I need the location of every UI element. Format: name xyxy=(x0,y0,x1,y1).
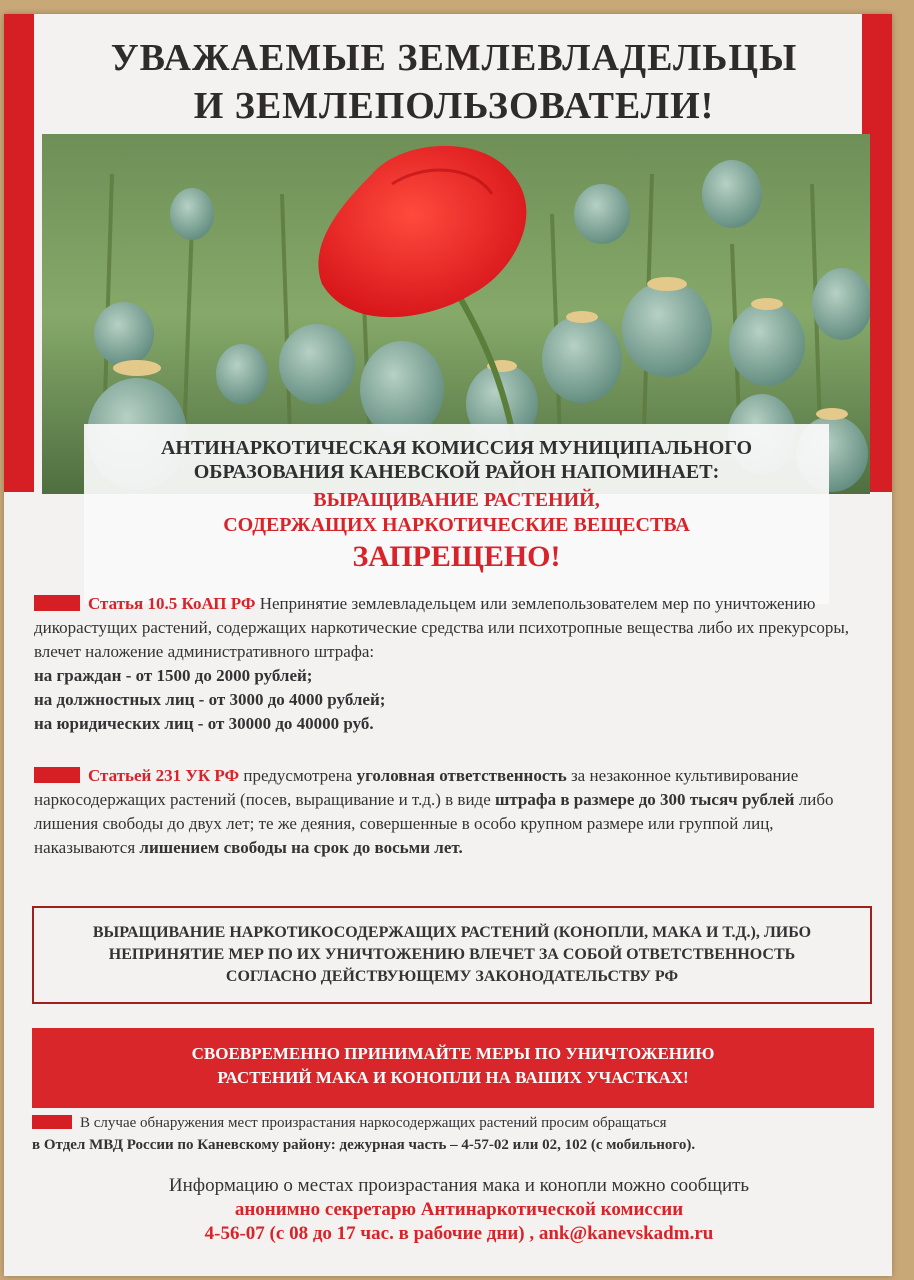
poster-title xyxy=(44,34,864,130)
liability-notice-box xyxy=(32,906,872,1004)
commission-line-1: АНТИНАРКОТИЧЕСКАЯ КОМИССИЯ МУНИЦИПАЛЬНОГО xyxy=(160,437,753,459)
article-231-text-2: за незаконное культивирование наркосодержащих растений (посев, выращивание и т.д.) в виде xyxy=(34,766,799,809)
article-231-text-1: предусмотрена xyxy=(239,766,357,785)
police-contact xyxy=(32,1112,882,1156)
anonymous-report-info xyxy=(44,1174,874,1246)
info-line-2: анонимно секретарю Антинаркотической комиссии xyxy=(234,1199,684,1220)
article-10-5-ref: Статья 10.5 КоАП РФ xyxy=(88,594,256,613)
red-marker xyxy=(32,1115,72,1129)
contact-line-1: В случае обнаружения мест произрастания наркосодержащих растений просим обращаться xyxy=(80,1115,667,1131)
commission-notice xyxy=(84,424,829,604)
article-10-5-paragraph xyxy=(34,592,874,736)
banner-line-2: РАСТЕНИЙ МАКА И КОНОПЛИ НА ВАШИХ УЧАСТКАХ! xyxy=(217,1068,689,1087)
box-line-1: ВЫРАЩИВАНИЕ НАРКОТИКОСОДЕРЖАЩИХ РАСТЕНИЙ (КОНОПЛИ, МАКА И Т.Д.), ЛИБО xyxy=(92,924,812,941)
left-red-stripe xyxy=(4,14,34,492)
article-231-text-3: либо лишения свободы до двух лет; те же деяния, совершенные в особо крупном размере или группой лиц, наказываются xyxy=(34,790,834,857)
commission-line-4: СОДЕРЖАЩИХ НАРКОТИЧЕСКИЕ ВЕЩЕСТВА xyxy=(223,514,690,536)
info-line-1: Информацию о местах произрастания мака и конопли можно сообщить xyxy=(168,1175,750,1196)
commission-line-3: ВЫРАЩИВАНИЕ РАСТЕНИЙ, xyxy=(313,489,600,511)
title-line-2: И ЗЕМЛЕПОЛЬЗОВАТЕЛИ! xyxy=(193,85,715,127)
imprisonment-term: лишением свободы на срок до восьми лет. xyxy=(139,838,463,857)
red-marker xyxy=(34,767,80,783)
box-line-2: НЕПРИНЯТИЕ МЕР ПО ИХ УНИЧТОЖЕНИЮ ВЛЕЧЕТ ЗА СОБОЙ ОТВЕТСТВЕННОСТЬ xyxy=(108,946,796,963)
red-marker xyxy=(34,595,80,611)
article-231-paragraph xyxy=(34,764,874,860)
fine-amount: штрафа в размере до 300 тысяч рублей xyxy=(494,790,795,809)
banner-line-1: СВОЕВРЕМЕННО ПРИНИМАЙТЕ МЕРЫ ПО УНИЧТОЖЕНИЮ xyxy=(191,1044,715,1063)
box-line-3: СОГЛАСНО ДЕЙСТВУЮЩЕМУ ЗАКОНОДАТЕЛЬСТВУ РФ xyxy=(225,968,679,985)
criminal-liability: уголовная ответственность xyxy=(356,766,567,785)
fine-citizens: на граждан - от 1500 до 2000 рублей; xyxy=(34,666,313,685)
article-231-ref: Статьей 231 УК РФ xyxy=(88,766,240,785)
action-banner xyxy=(32,1028,874,1108)
article-10-5-text: Непринятие землевладельцем или землепользователем мер по уничтожению дикорастущих растений, содержащих наркотические средства или психотропные вещества либо их прекурсоры, влечет наложение административного штрафа: xyxy=(34,594,850,661)
fine-legal-entities: на юридических лиц - от 30000 до 40000 руб. xyxy=(34,714,374,733)
fine-officials: на должностных лиц - от 3000 до 4000 рублей; xyxy=(34,690,386,709)
commission-line-2: ОБРАЗОВАНИЯ КАНЕВСКОЙ РАЙОН НАПОМИНАЕТ: xyxy=(193,461,720,483)
poster-sheet xyxy=(4,14,892,1276)
info-line-3: 4-56-07 (с 08 до 17 час. в рабочие дни) , ank@kanevskadm.ru xyxy=(204,1223,714,1244)
prohibited-heading: ЗАПРЕЩЕНО! xyxy=(352,540,561,573)
title-line-1: УВАЖАЕМЫЕ ЗЕМЛЕВЛАДЕЛЬЦЫ xyxy=(110,37,798,79)
contact-line-2: в Отдел МВД России по Каневскому району: дежурная часть – 4-57-02 или 02, 102 (с мобильного). xyxy=(32,1137,696,1153)
